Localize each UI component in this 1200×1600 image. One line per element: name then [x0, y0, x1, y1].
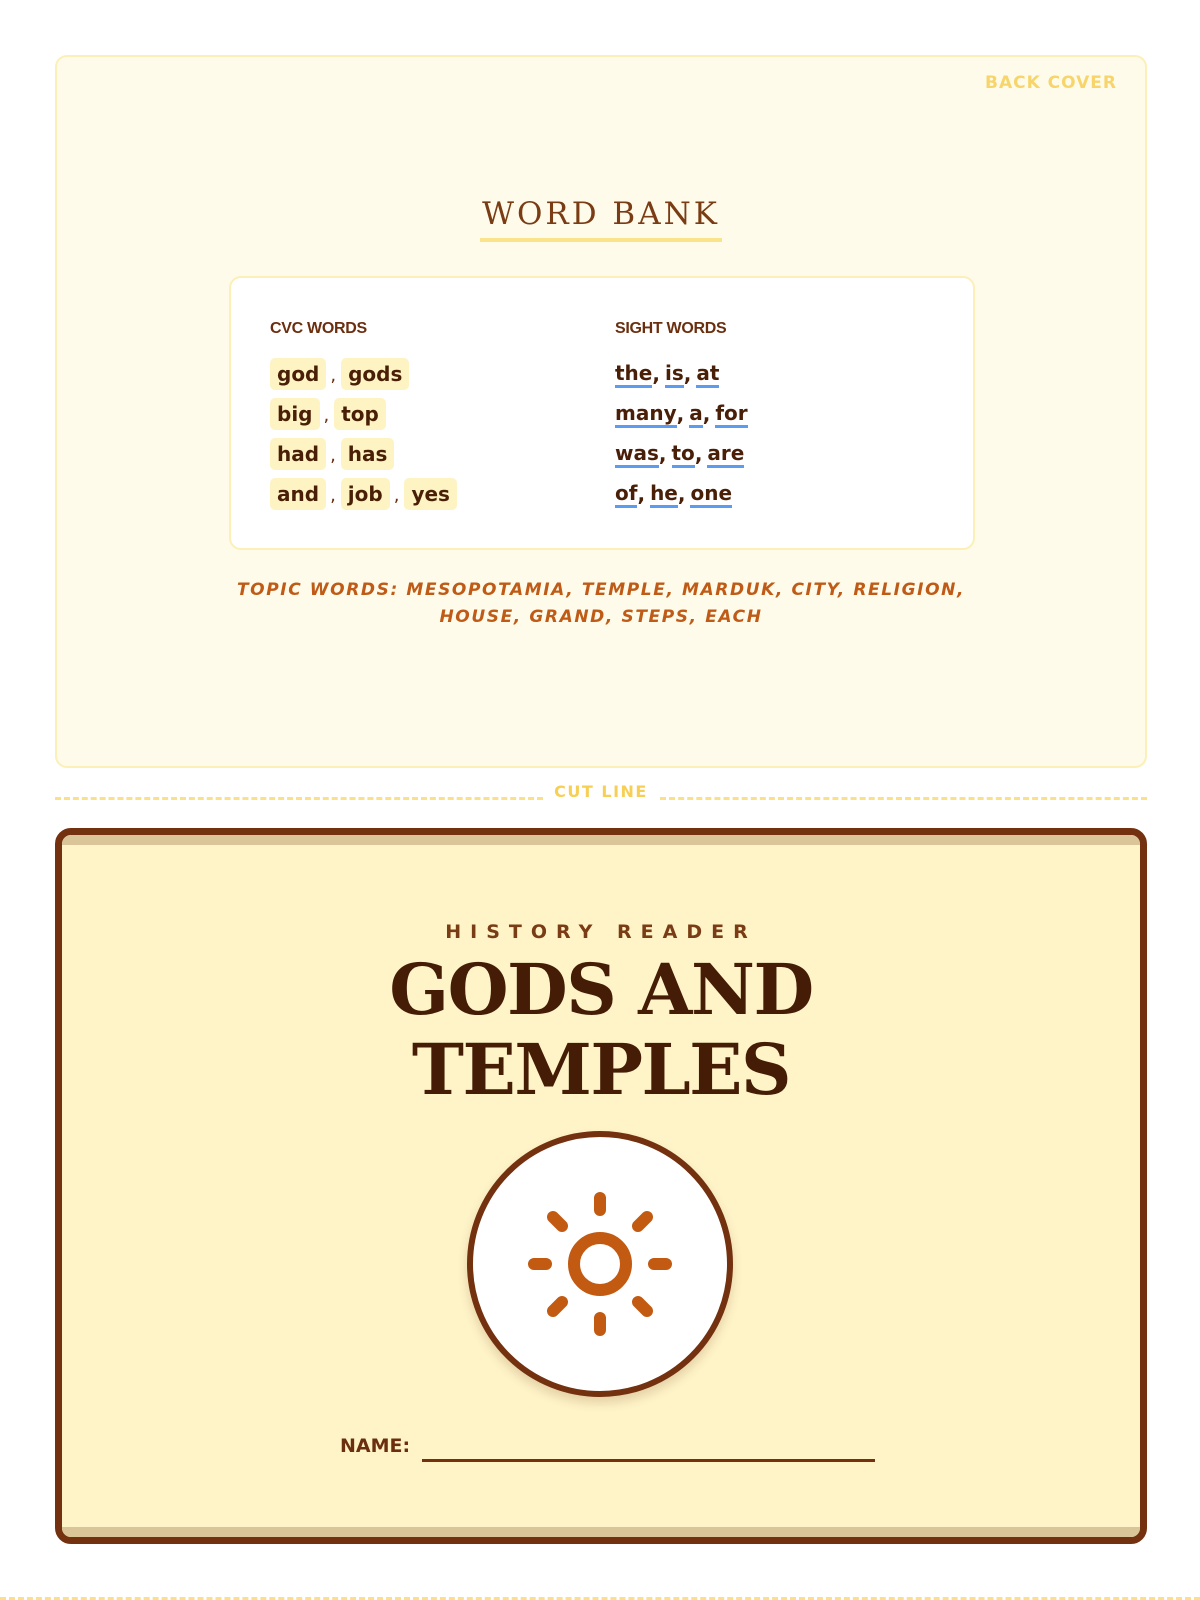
series-label: HISTORY READER	[445, 921, 757, 943]
sight-row: was , to , are	[615, 440, 745, 466]
sight-row: of , he , one	[615, 480, 733, 506]
sight-word: of	[615, 481, 637, 508]
word-bank-box	[229, 276, 975, 550]
cover-bottom-band	[62, 1527, 1140, 1537]
sight-row: the , is , at	[615, 360, 720, 386]
sight-word: the	[615, 361, 652, 388]
book-title-line-1: GODS AND	[389, 948, 813, 1031]
cut-line	[55, 782, 1147, 802]
sight-word: are	[707, 441, 744, 468]
book-title-line-2: TEMPLES	[411, 1028, 791, 1111]
topic-words-line-1: TOPIC WORDS: MESOPOTAMIA, TEMPLE, MARDUK, CITY, RELIGION,	[236, 580, 966, 600]
cvc-word: yes	[404, 478, 457, 510]
cvc-row: big , top	[270, 394, 457, 434]
sight-word: he	[650, 481, 678, 508]
sight-word: is	[665, 361, 684, 388]
sight-word: was	[615, 441, 659, 468]
cvc-row: and , job , yes	[270, 474, 457, 514]
cover-emblem	[467, 1131, 733, 1397]
back-cover-tag: BACK COVER	[984, 73, 1117, 93]
sight-word: one	[690, 481, 732, 508]
topic-words	[217, 577, 985, 631]
cut-line-dash-right	[660, 797, 1147, 800]
cvc-words-column	[270, 320, 457, 514]
name-label: NAME:	[340, 1435, 411, 1457]
back-cover-panel	[55, 55, 1147, 768]
cvc-word: gods	[341, 358, 409, 390]
cvc-words-heading: CVC WORDS	[270, 320, 367, 337]
word-bank-title-wrap	[57, 196, 1145, 242]
cvc-word: big	[270, 398, 320, 430]
sight-words-heading: SIGHT WORDS	[615, 320, 727, 337]
cvc-word: god	[270, 358, 326, 390]
sight-word: for	[715, 401, 747, 428]
cvc-row: god , gods	[270, 354, 457, 394]
sight-row: many , a , for	[615, 400, 748, 426]
sun-icon	[525, 1189, 675, 1339]
word-bank-title: WORD BANK	[480, 196, 722, 242]
cvc-row: had , has	[270, 434, 457, 474]
sight-words-column	[615, 320, 748, 514]
cvc-word: had	[270, 438, 326, 470]
cvc-word: and	[270, 478, 326, 510]
sight-word: at	[696, 361, 719, 388]
cvc-word: top	[334, 398, 386, 430]
cut-line-label: CUT LINE	[554, 782, 648, 801]
cover-top-band	[62, 835, 1140, 845]
name-write-line	[422, 1459, 875, 1462]
cvc-word: has	[341, 438, 395, 470]
sight-word: a	[689, 401, 703, 428]
topic-words-line-2: HOUSE, GRAND, STEPS, EACH	[439, 607, 763, 627]
book-title	[62, 950, 1140, 1110]
front-cover-panel	[55, 828, 1147, 1544]
cvc-word: job	[341, 478, 390, 510]
sight-word: many	[615, 401, 677, 428]
sight-word: to	[672, 441, 695, 468]
